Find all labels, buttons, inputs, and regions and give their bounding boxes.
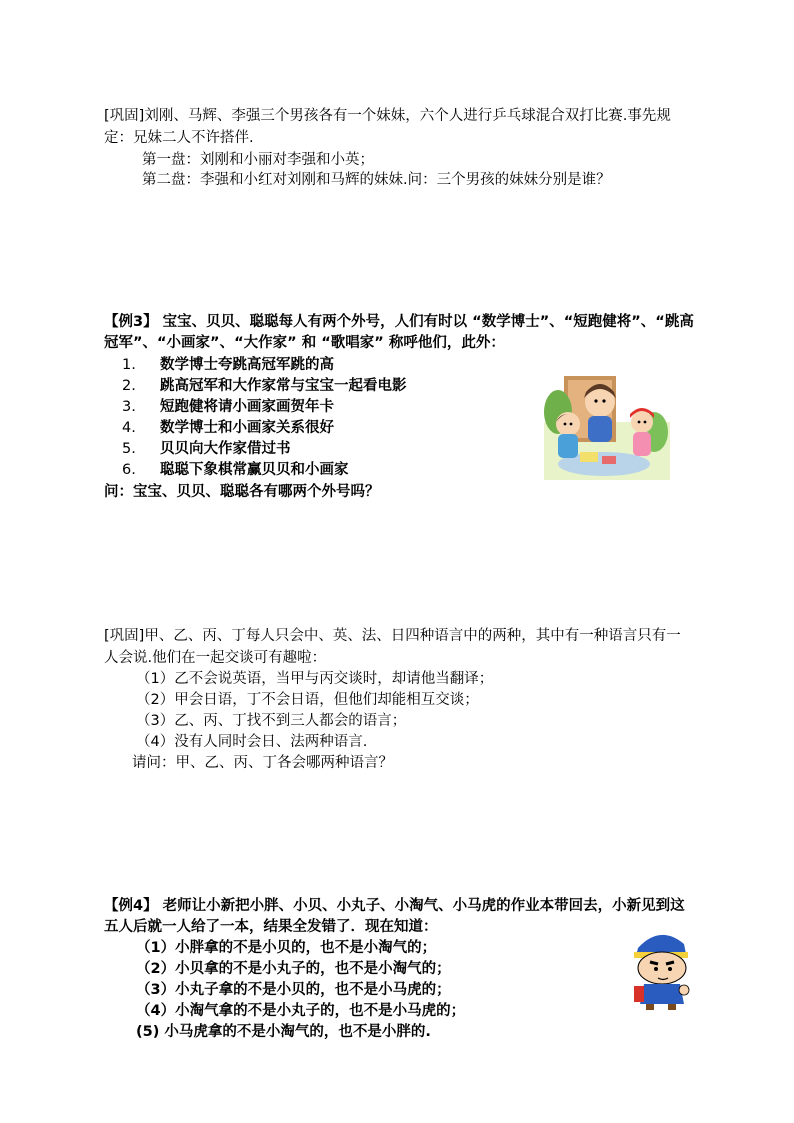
example4-item: (5) 小马虎拿的不是小淘气的，也不是小胖的. <box>136 1024 431 1040</box>
example4-intro-2: 五人后就一人给了一本，结果全发错了．现在知道： <box>104 919 438 935</box>
example3-item-num: 5. <box>122 441 136 457</box>
cartoon-boy-illustration <box>624 926 696 1010</box>
section1-line-3: 第一盘：刘刚和小丽对李强和小英； <box>142 152 374 168</box>
example4-intro-1: 【例4】 老师让小新把小胖、小贝、小丸子、小淘气、小马虎的作业本带回去，小新见到这 <box>104 898 685 914</box>
children-playing-illustration <box>544 372 670 480</box>
example4-item: （3）小丸子拿的不是小贝的，也不是小马虎的； <box>136 982 451 998</box>
section2-item: （1）乙不会说英语，当甲与丙交谈时，却请他当翻译； <box>136 671 494 687</box>
section1-line-2: 定：兄妹二人不许搭伴. <box>104 130 254 146</box>
example3-question: 问：宝宝、贝贝、聪聪各有哪两个外号吗？ <box>104 484 380 500</box>
example3-item-num: 1. <box>122 357 136 373</box>
section2-line-1: [巩固]甲、乙、丙、丁每人只会中、英、法、日四种语言中的两种，其中有一种语言只有一 <box>104 628 681 644</box>
example3-item-text: 跳高冠军和大作家常与宝宝一起看电影 <box>160 378 407 394</box>
section2-line-2: 人会说.他们在一起交谈可有趣啦： <box>104 650 327 666</box>
example3-item-text: 短跑健将请小画家画贺年卡 <box>160 399 334 415</box>
example3-item-text: 数学博士夸跳高冠军跳的高 <box>160 357 334 373</box>
example4-item: （1）小胖拿的不是小贝的，也不是小淘气的； <box>136 940 437 956</box>
example4-item: （4）小淘气拿的不是小丸子的，也不是小马虎的； <box>136 1003 466 1019</box>
example4-item: （2）小贝拿的不是小丸子的，也不是小淘气的； <box>136 961 451 977</box>
section1-line-1: [巩固]刘刚、马辉、李强三个男孩各有一个妹妹，六个人进行乒乓球混合双打比赛.事先规 <box>104 108 671 124</box>
section2-item: （3）乙、丙、丁找不到三人都会的语言； <box>136 713 407 729</box>
example3-intro-2: 冠军”、“小画家”、“大作家” 和 “歌唱家” 称呼他们，此外： <box>104 335 505 351</box>
example3-intro-1: 【例3】 宝宝、贝贝、聪聪每人有两个外号，人们有时以 “数学博士”、“短跑健将”、“跳高 <box>104 314 694 330</box>
example3-item-num: 2. <box>122 378 136 394</box>
example3-item-num: 6. <box>122 462 136 478</box>
example3-item-num: 3. <box>122 399 136 415</box>
section2-question: 请问：甲、乙、丙、丁各会哪两种语言？ <box>132 755 393 771</box>
section2-item: （4）没有人同时会日、法两种语言. <box>136 734 368 750</box>
example3-item-text: 数学博士和小画家关系很好 <box>160 420 334 436</box>
example3-item-text: 聪聪下象棋常赢贝贝和小画家 <box>160 462 349 478</box>
example3-item-text: 贝贝向大作家借过书 <box>160 441 291 457</box>
example3-item-num: 4. <box>122 420 136 436</box>
section2-item: （2）甲会日语，丁不会日语，但他们却能相互交谈； <box>136 692 479 708</box>
section1-line-4: 第二盘：李强和小红对刘刚和马辉的妹妹.问：三个男孩的妹妹分别是谁？ <box>142 172 611 188</box>
